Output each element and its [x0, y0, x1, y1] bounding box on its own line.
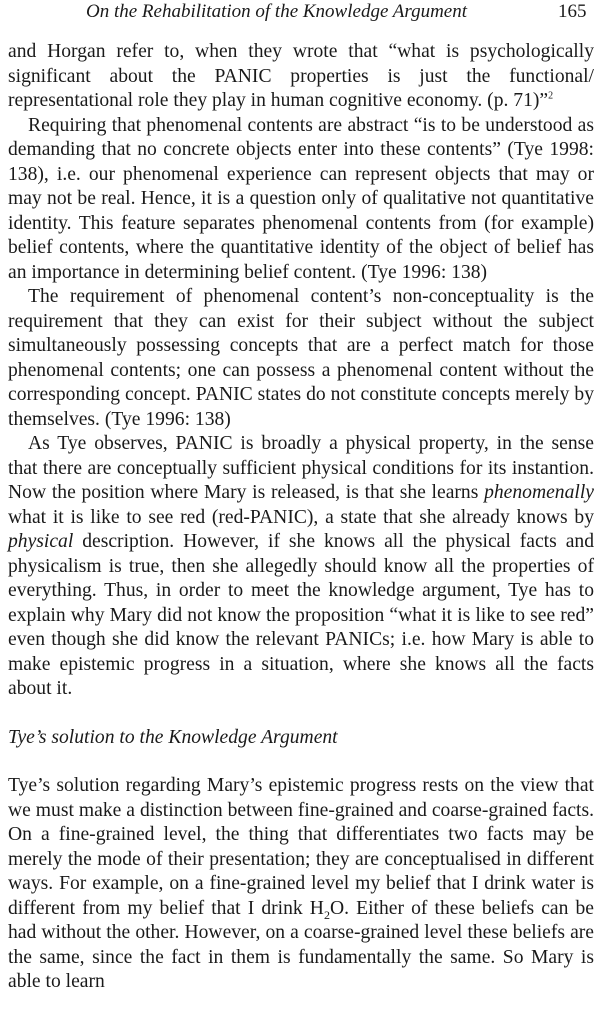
- paragraph-continuation: [8, 40, 594, 114]
- paragraph-physical-property: [8, 432, 594, 702]
- paragraph-text: Tye’s solution regarding Mary’s epistemic progress rests on the view that we must make a distinction between fine-grained and coarse-grained facts. On a fine-grained level, the thing that differentiates two facts may be merely the mode of their presentation; they are conceptualised in different ways. For example, on a fine-grained level my belief that I drink water is different from my belief that I drink H: [8, 775, 594, 919]
- paragraph-abstractness: Requiring that phenomenal contents are abstract “is to be understood as demanding that no concrete objects enter into these contents” (Tye 1998: 138), i.e. our phenomenal experience can represent objects that may or may not be real. Hence, it is a question only of qualitative not quantitative identity. This feature separates phenomenal contents from (for example) belief contents, where the quantitative identity of the object of belief has an importance in determining belief content. (Tye 1996: 138): [8, 114, 594, 283]
- emphasis-phenomenally: phenomenally: [484, 482, 594, 503]
- section-heading: Tye’s solution to the Knowledge Argument: [8, 726, 338, 748]
- paragraph-text: description. However, if she knows all the physical facts and physicalism is true, then she allegedly should know all the properties of everything. Thus, in order to meet the knowledge argument, Tye has to explain why Mary did not know the proposition “what it is like to see red” even though she did know the relevant PANICs; i.e. how Mary is able to make epistemic progress in a situation, where she knows all the facts about it.: [8, 531, 594, 699]
- footnote-marker: 2: [548, 90, 554, 102]
- running-title: On the Rehabilitation of the Knowledge Argument: [86, 1, 468, 22]
- page-number: 165: [558, 1, 587, 22]
- body-text: [8, 40, 594, 995]
- paragraph-text: what it is like to see red (red-PANIC), a state that she already knows by: [8, 506, 594, 528]
- paragraph-non-conceptuality: The requirement of phenomenal content’s non-conceptuality is the requirement that they can exist for their subject without the subject simultaneously possessing concepts that are a perfect match for those phenomenal contents; one can possess a phenomenal content without the corresponding concept. PANIC states do not constitute concepts merely by themselves. (Tye 1996: 138): [8, 286, 594, 430]
- running-head: [0, 0, 600, 26]
- paragraph-text: and Horgan refer to, when they wrote that “what is psychologically significant about the PANIC properties is just the functional/ representational role they play in human cognitive economy. (p. 71)”: [8, 41, 594, 111]
- paragraph-text: As Tye observes, PANIC is broadly a physical property, in the sense that there are conceptually sufficient physical conditions for its instantion. Now the position where Mary is released, is that she learns: [8, 433, 594, 503]
- emphasis-physical: physical: [8, 531, 74, 552]
- subscript-two: 2: [323, 907, 330, 922]
- paragraph-text: O. Either of these beliefs can be had without the other. However, on a coarse-grained level these beliefs are the same, since the fact in them is fundamentally the same. So Mary is able to learn: [8, 897, 595, 992]
- paragraph-fine-grained-facts: [8, 774, 594, 995]
